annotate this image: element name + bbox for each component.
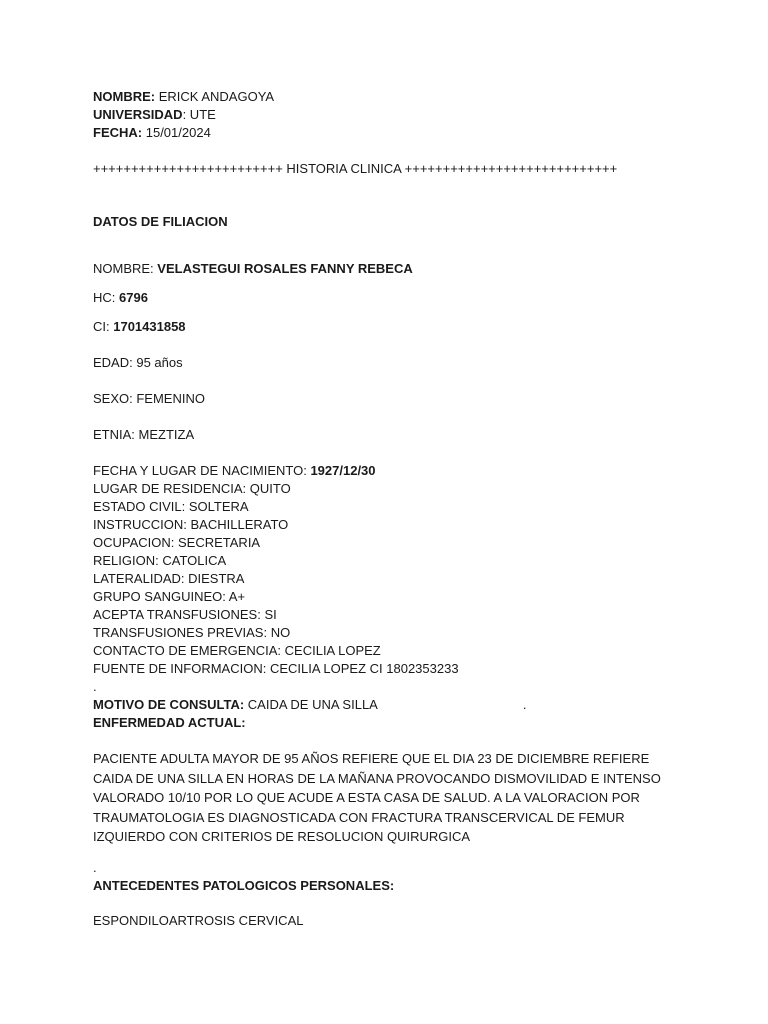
current-illness-heading: ENFERMEDAD ACTUAL: (93, 715, 246, 730)
date-label: FECHA: (93, 125, 143, 140)
laterality-line: LATERALIDAD: DIESTRA (93, 571, 245, 586)
author-name-value: ERICK ANDAGOYA (158, 89, 275, 104)
info-source-line: FUENTE DE INFORMACION: CECILIA LOPEZ CI 1802353233 (93, 661, 459, 676)
reason-label: MOTIVO DE CONSULTA: (93, 697, 248, 712)
birth-line (93, 462, 713, 480)
ci-value: 1701431858 (113, 319, 186, 334)
religion-line: RELIGION: CATOLICA (93, 553, 227, 568)
age-line: EDAD: 95 años (93, 355, 183, 370)
birth-label: FECHA Y LUGAR DE NACIMIENTO: (93, 463, 311, 478)
dot-line-2: . (93, 859, 97, 875)
section-filiacion-heading: DATOS DE FILIACION (93, 214, 228, 229)
university-value: : UTE (182, 107, 216, 122)
hc-line (93, 289, 713, 307)
ethnicity-line: ETNIA: MEZTIZA (93, 427, 195, 442)
patient-name-label: NOMBRE: (93, 261, 158, 276)
hc-value: 6796 (119, 290, 148, 305)
occupation-line: OCUPACION: SECRETARIA (93, 535, 261, 550)
residence-line: LUGAR DE RESIDENCIA: QUITO (93, 481, 291, 496)
date-value: 15/01/2024 (145, 125, 211, 140)
education-line: INSTRUCCION: BACHILLERATO (93, 517, 289, 532)
patient-name-line (93, 260, 713, 278)
dot-line: . (93, 679, 97, 694)
sex-line: SEXO: FEMENINO (93, 391, 205, 406)
university-line (93, 106, 713, 124)
civil-status-line: ESTADO CIVIL: SOLTERA (93, 499, 249, 514)
ci-label: CI: (93, 319, 114, 334)
emergency-contact-line: CONTACTO DE EMERGENCIA: CECILIA LOPEZ (93, 643, 381, 658)
reason-trailing-dot: . (522, 697, 527, 712)
author-name-label: NOMBRE: (93, 89, 156, 104)
reason-line (93, 696, 713, 714)
history-banner: +++++++++++++++++++++++++ HISTORIA CLINICA ++++++++++++++++++++++++++++ (93, 161, 618, 176)
date-line (93, 124, 713, 142)
document-page (93, 88, 713, 930)
ci-line (93, 318, 713, 336)
birth-value: 1927/12/30 (310, 463, 376, 478)
university-label: UNIVERSIDAD (93, 107, 183, 122)
author-name-line (93, 88, 713, 106)
reason-value: CAIDA DE UNA SILLA (247, 697, 378, 712)
hc-label: HC: (93, 290, 119, 305)
personal-history-item: ESPONDILOARTROSIS CERVICAL (93, 912, 304, 928)
previous-transfusion-line: TRANSFUSIONES PREVIAS: NO (93, 625, 291, 640)
patient-name-value: VELASTEGUI ROSALES FANNY REBECA (157, 261, 413, 276)
blood-group-line: GRUPO SANGUINEO: A+ (93, 589, 246, 604)
personal-history-heading: ANTECEDENTES PATOLOGICOS PERSONALES: (93, 877, 395, 893)
accepts-transfusion-line: ACEPTA TRANSFUSIONES: SI (93, 607, 277, 622)
current-illness-text: PACIENTE ADULTA MAYOR DE 95 AÑOS REFIERE QUE EL DIA 23 DE DICIEMBRE REFIERE CAIDA DE UNA SILLA EN HORAS DE LA MAÑANA PROVOCANDO DISMOVILIDAD E INTENSO VALORADO 10/10 POR LO QUE ACUDE A ESTA CASA DE SALUD. A LA VALORACION POR TRAUMATOLOGIA ES DIAGNOSTICADA CON FRACTURA TRANSCERVICAL DE FEMUR IZQUIERDO CON CRITERIOS DE RESOLUCION QUIRURGICA (93, 751, 661, 844)
